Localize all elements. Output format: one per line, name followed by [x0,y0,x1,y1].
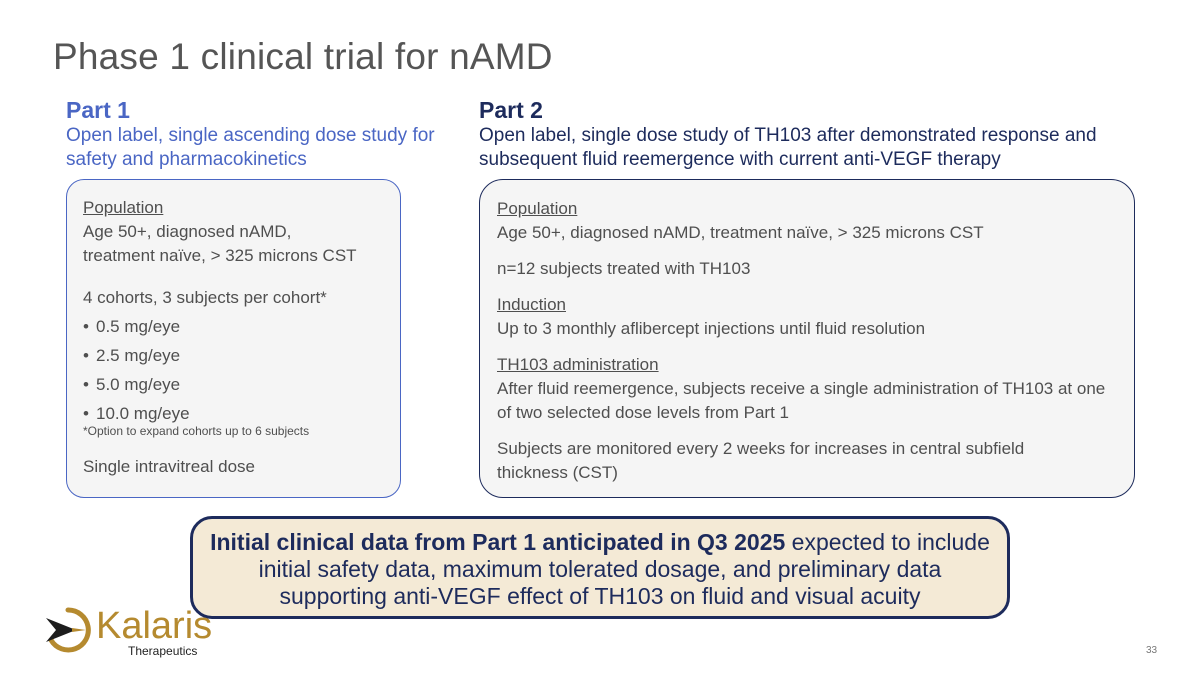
dose-item: • 2.5 mg/eye [83,344,400,368]
induction-text: Up to 3 monthly aflibercept injections until fluid resolution [497,319,926,338]
part1-details-box [66,179,401,498]
logo-mark-icon [42,606,94,654]
induction-label: Induction [497,295,566,314]
logo-wordmark: Kalaris [96,605,213,647]
cohort-footnote: *Option to expand cohorts up to 6 subjects [83,424,310,438]
admin-text: After fluid reemergence, subjects receive a single administration of TH103 at one of two selected dose levels from Part 1 [497,379,1106,422]
callout-bold: Initial clinical data from Part 1 anticipated in Q3 2025 [210,529,786,555]
part2-subjects: n=12 subjects treated with TH103 [497,259,751,278]
monitoring-text: Subjects are monitored every 2 weeks for increases in central subfield thickness (CST) [497,439,1025,482]
dose-item: • 5.0 mg/eye [83,373,400,397]
part2-subheading: Open label, single dose study of TH103 after demonstrated response and subsequent fluid reemergence with current anti-VEGF therapy [479,125,1097,170]
dose-item: • 10.0 mg/eye [83,402,400,426]
part1-header [66,96,436,172]
part1-heading: Part 1 [66,97,130,123]
part1-population-line2: treatment naïve, > 325 microns CST [83,246,357,265]
part1-subheading: Open label, single ascending dose study for safety and pharmacokinetics [66,125,435,170]
page-title: Phase 1 clinical trial for nAMD [53,36,553,77]
kalaris-logo [42,604,212,660]
page-number: 33 [1146,645,1158,656]
part1-cohorts: 4 cohorts, 3 subjects per cohort* [83,288,327,307]
logo-tagline: Therapeutics [128,644,198,658]
part1-dose-route: Single intravitreal dose [83,457,255,476]
part1-population-label: Population [83,198,164,217]
admin-label: TH103 administration [497,355,659,374]
callout-box [190,516,1010,619]
dose-item: • 0.5 mg/eye [83,315,400,339]
part2-population-text: Age 50+, diagnosed nAMD, treatment naïve, > 325 microns CST [497,223,984,242]
part2-details-box [479,179,1135,498]
part1-population-line1: Age 50+, diagnosed nAMD, [83,222,292,241]
part2-population-label: Population [497,199,578,218]
part2-heading: Part 2 [479,97,543,123]
callout-rest: expected to include initial safety data, maximum tolerated dosage, and preliminary data supporting anti-VEGF effect of TH103 on fluid and visual acuity [258,529,990,609]
dose-list [83,315,400,426]
part2-header [479,96,1139,172]
